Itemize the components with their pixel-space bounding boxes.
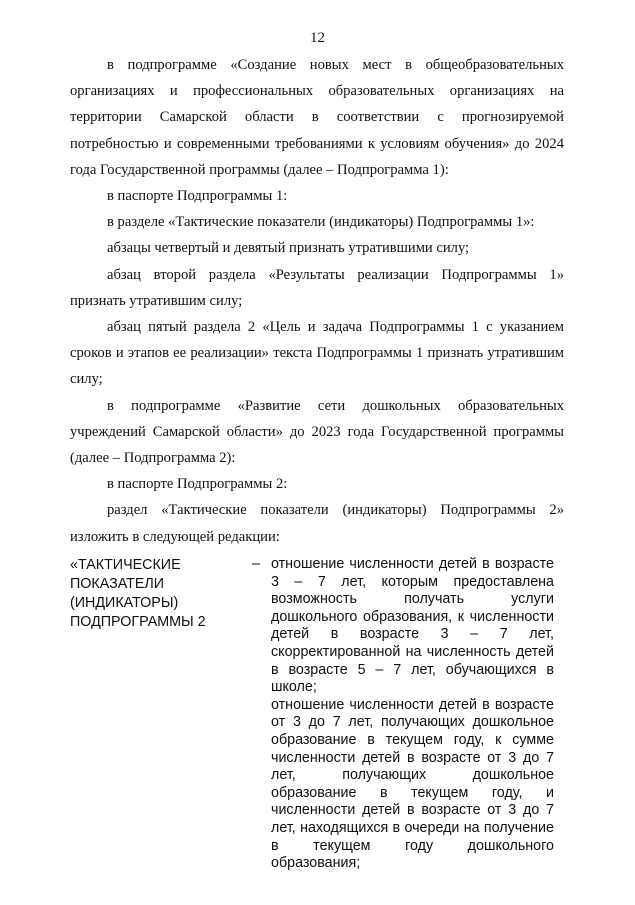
paragraph-goal-section: абзац пятый раздела 2 «Цель и задача Подпрограммы 1 с указанием сроков и этапов ее реализации» текста Подпрограммы 1 признать утратившим силу; (70, 319, 564, 388)
paragraph-subprogram-1: в подпрограмме «Создание новых мест в общеобразовательных организациях и профессиональных образовательных организациях на территории Самарской области в соответствии с прогнозируемой потребностью и современными требованиями к условиям обучения» до 2024 года Государственной программы (далее – Подпрограмма 1): (70, 57, 564, 178)
table-dash: – (252, 556, 260, 572)
paragraph-results-section: абзац второй раздела «Результаты реализации Подпрограммы 1» признать утратившим силу; (70, 266, 564, 309)
document-body (70, 52, 564, 550)
paragraph-tactical-section-1: в разделе «Тактические показатели (индикаторы) Подпрограммы 1»: (107, 214, 535, 231)
paragraph-subprogram-2: в подпрограмме «Развитие сети дошкольных образовательных учреждений Самарской области» до 2023 года Государственной программы (далее – Подпрограмма 2): (70, 397, 564, 467)
table-right-column (271, 556, 554, 873)
indicator-item: отношение численности детей в возрасте от 3 до 7 лет, получающих дошкольное образование в текущем году, к сумме численности детей в возрасте от 3 до 7 лет, получающих дошкольное образование в текущем году, и численности детей в возрасте от 3 до 7 лет, находящихся в очереди на получение в текущем году дошкольного образования; (271, 696, 554, 872)
paragraph-tactical-section-2: раздел «Тактические показатели (индикаторы) Подпрограммы 2» изложить в следующей редакции: (70, 502, 564, 545)
indicators-table (70, 556, 564, 872)
table-left-header: «ТАКТИЧЕСКИЕ ПОКАЗАТЕЛИ (ИНДИКАТОРЫ) ПОДПРОГРАММЫ 2 (70, 557, 206, 630)
paragraph-paragraphs-void: абзацы четвертый и девятый признать утратившими силу; (107, 240, 470, 257)
indicator-item: отношение численности детей в возрасте 3 – 7 лет, которым предоставлена возможность получать услуги дошкольного образования, к численности детей в возрасте 3 – 7 лет, скорректированной на численность детей в возрасте 5 – 7 лет, обучающихся в школе; (271, 556, 554, 696)
page-number: 12 (310, 30, 325, 46)
paragraph-passport-1: в паспорте Подпрограммы 1: (107, 188, 288, 205)
paragraph-passport-2: в паспорте Подпрограммы 2: (107, 476, 288, 493)
